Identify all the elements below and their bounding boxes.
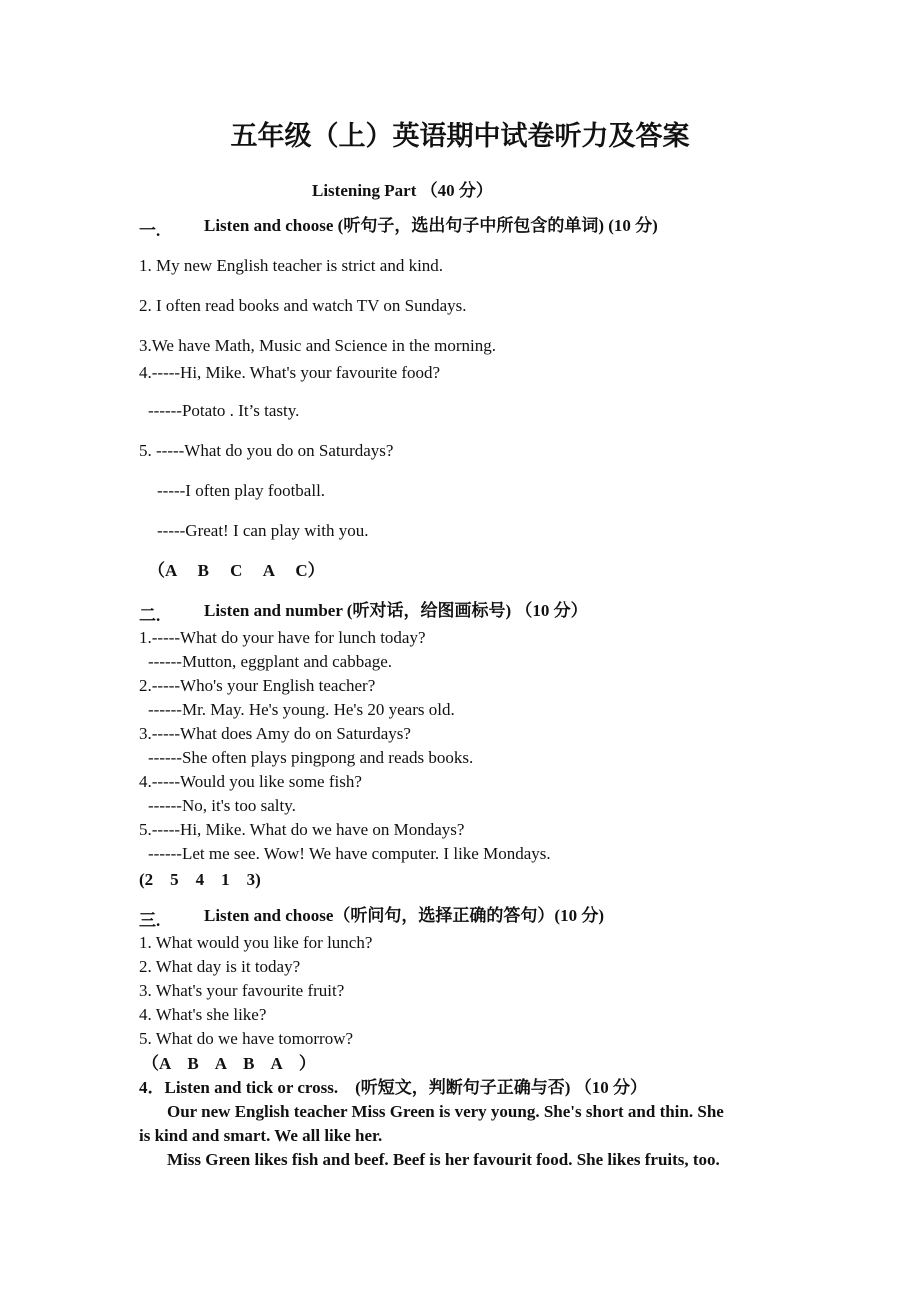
part2-line: ------Mutton, eggplant and cabbage.	[148, 652, 393, 671]
part3-heading: Listen and choose（听问句，选择正确的答句）(10 分)	[204, 906, 604, 925]
part1-line: 1. My new English teacher is strict and kind.	[139, 256, 444, 275]
part1-heading: Listen and choose (听句子，选出句子中所包含的单词) (10 分)	[204, 216, 658, 235]
part3-line: 2. What day is it today?	[139, 957, 301, 976]
part2-line: ------No, it's too salty.	[148, 796, 296, 815]
part3-number: 三.	[139, 911, 161, 930]
part1-line: 3.We have Math, Music and Science in the morning.	[139, 336, 496, 355]
page-subtitle: Listening Part （40 分）	[312, 181, 493, 200]
part1-line: -----Great! I can play with you.	[157, 521, 369, 540]
part1-line: 5. -----What do you do on Saturdays?	[139, 441, 394, 460]
part2-line: 2.-----Who's your English teacher?	[139, 676, 376, 695]
part3-line: 4. What's she like?	[139, 1005, 267, 1024]
part1-number: 一.	[139, 221, 161, 240]
part2-line: ------Mr. May. He's young. He's 20 years old.	[148, 700, 455, 719]
part2-line: 3.-----What does Amy do on Saturdays?	[139, 724, 411, 743]
part1-line: -----I often play football.	[157, 481, 326, 500]
part4-paragraph-line: is kind and smart. We all like her.	[139, 1126, 383, 1145]
part3-line: 1. What would you like for lunch?	[139, 933, 373, 952]
part4-heading: 4．Listen and tick or cross. (听短文，判断句子正确与否) （10 分）	[139, 1078, 647, 1097]
part4-paragraph-line: Miss Green likes fish and beef. Beef is her favourit food. She likes fruits, too.	[167, 1150, 720, 1169]
part2-line: 1.-----What do your have for lunch today?	[139, 628, 426, 647]
part2-heading: Listen and number (听对话，给图画标号) （10 分）	[204, 601, 588, 620]
part1-line: 2. I often read books and watch TV on Sundays.	[139, 296, 467, 315]
part3-line: 5. What do we have tomorrow?	[139, 1029, 354, 1048]
page-title: 五年级（上）英语期中试卷听力及答案	[230, 121, 690, 151]
part2-line: ------She often plays pingpong and reads books.	[148, 748, 474, 767]
part1-line: 4.-----Hi, Mike. What's your favourite food?	[139, 363, 441, 382]
part1-line: ------Potato . It’s tasty.	[148, 401, 300, 420]
part4-paragraph-line: Our new English teacher Miss Green is very young. She's short and thin. She	[167, 1102, 724, 1121]
part2-line: 4.-----Would you like some fish?	[139, 772, 362, 791]
part2-answers: (2 5 4 1 3)	[139, 870, 261, 889]
part3-answers: （A B A B A ）	[142, 1054, 316, 1073]
part2-number: 二.	[139, 606, 161, 625]
part3-line: 3. What's your favourite fruit?	[139, 981, 345, 1000]
part2-line: ------Let me see. Wow! We have computer. I like Mondays.	[148, 844, 551, 863]
part2-line: 5.-----Hi, Mike. What do we have on Mondays?	[139, 820, 465, 839]
part1-answers: （A B C A C）	[148, 561, 325, 580]
